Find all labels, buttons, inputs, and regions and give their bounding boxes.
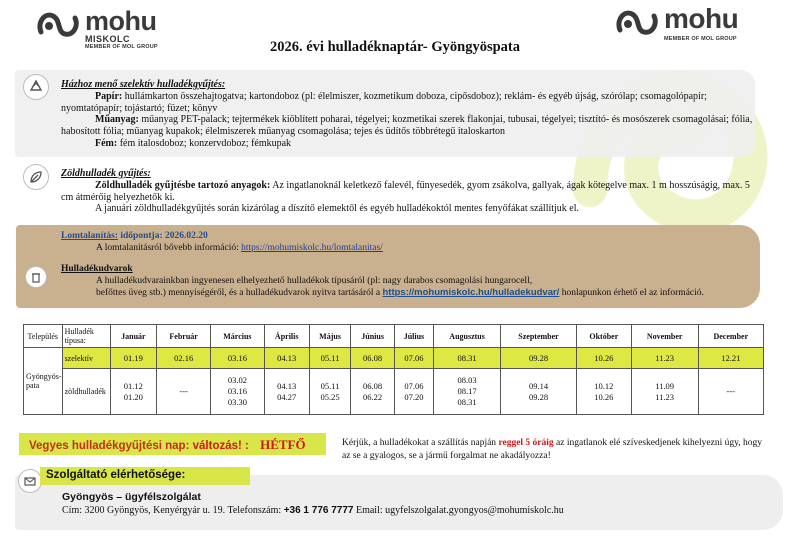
- mixed-day: HÉTFŐ: [260, 437, 306, 452]
- month-header: Február: [157, 325, 211, 348]
- leaf-icon: [23, 164, 49, 190]
- date-cell: 10.12 10.26: [576, 369, 631, 415]
- page-title: 2026. évi hulladéknaptár- Gyöngyöspata: [269, 39, 521, 55]
- bulky-link[interactable]: https://mohumiskolc.hu/lomtalanitas/: [241, 242, 383, 253]
- month-header: Július: [394, 325, 433, 348]
- date-cell: 12.21: [698, 348, 763, 369]
- month-header: Augusztus: [434, 325, 501, 348]
- green-heading: Zöldhulladék gyűjtés:: [61, 168, 151, 179]
- date-cell: 05.11: [309, 348, 351, 369]
- bulky-section: [61, 231, 756, 300]
- placement-note: [342, 437, 772, 462]
- date-cell: 07.06 07.20: [394, 369, 433, 415]
- note-time: reggel 5 óráig: [498, 438, 554, 448]
- date-cell: 01.19: [110, 348, 157, 369]
- logo-member: MEMBER OF MOL GROUP: [664, 36, 737, 42]
- provider-name: Gyöngyös – ügyfélszolgálat: [62, 491, 201, 503]
- mixed-change: változás! :: [192, 440, 249, 452]
- type-cell: szelektív: [62, 348, 110, 369]
- logo-member: MEMBER OF MOL GROUP: [85, 44, 158, 50]
- provider-phone: +36 1 776 7777: [283, 505, 354, 516]
- date-cell: ---: [157, 369, 211, 415]
- mohu-logo-icon: [35, 8, 81, 42]
- month-header: Május: [309, 325, 351, 348]
- yards-heading: Hulladékudvarok: [61, 264, 133, 274]
- paper-label: Papír:: [95, 90, 123, 102]
- date-cell: 07.06: [394, 348, 433, 369]
- mohu-logo-icon: [614, 6, 660, 40]
- yards-text2: befőttes üveg stb.) mennyiségéről, és a hulladékudvarok nyitva tartásáról a: [96, 288, 381, 298]
- logo-brand: mohu: [664, 3, 739, 34]
- date-cell: 03.02 03.16 03.30: [211, 369, 265, 415]
- month-header: December: [698, 325, 763, 348]
- collection-calendar-table: [23, 324, 764, 415]
- paper-text: hullámkarton összehajtogatva; kartondoboz (pl: élelmiszer, kozmetikum doboza, cipősdoboz); reklám- és egyéb újság, szórólap; csomagolópapír; nyomtatópapír; tojástartó; füzet; könyv: [61, 90, 707, 114]
- month-header: Október: [576, 325, 631, 348]
- green-january-note: A januári zöldhulladékgyűjtés során kizárólag a díszítő elemektől és egyéb hulladékoktól mentes fenyőfákat szállítjuk el.: [95, 203, 580, 215]
- green-label: Zöldhulladék gyűjtésbe tartozó anyagok:: [95, 179, 271, 191]
- col-settlement: Település: [24, 325, 63, 348]
- table-row-green: [24, 369, 764, 415]
- date-cell: 03.16: [211, 348, 265, 369]
- month-header: Június: [351, 325, 394, 348]
- provider-heading: Szolgáltató elérhetősége:: [40, 467, 250, 485]
- date-cell: 08.31: [434, 348, 501, 369]
- note-post: az ingatlanok elé szíveskedjenek kihelyezni úgy, hogy az se a gyalogos, se a jármű forgalmat ne akadályozza!: [342, 438, 762, 461]
- type-cell: zöldhulladék: [62, 369, 110, 415]
- provider-details: [62, 490, 762, 518]
- date-cell: 05.11 05.25: [309, 369, 351, 415]
- month-header: Április: [264, 325, 309, 348]
- green-text: Az ingatlanoknál keletkező falevél, fűnyesedék, gyom zsákolva, gallyak, ágak kötegelve max. 1 m hosszúságig, max. 5 cm átmérőig helyezhetők ki.: [61, 179, 750, 203]
- date-cell: 04.13 04.27: [264, 369, 309, 415]
- date-cell: 11.23: [631, 348, 698, 369]
- note-pre: Kérjük, a hulladékokat a szállítás napján: [342, 438, 497, 448]
- plastic-label: Műanyag:: [95, 114, 139, 126]
- selective-heading: Házhoz menő szelektív hulladékgyűjtés:: [61, 79, 226, 90]
- date-cell: 01.12 01.20: [110, 369, 157, 415]
- date-cell: 06.08: [351, 348, 394, 369]
- yards-text1: A hulladékudvarainkban ingyenesen elhelyezhető hulladékok típusáról (pl: nagy darabos csomagolási hungarocell,: [96, 275, 533, 286]
- contact-icon: [18, 469, 42, 493]
- bulky-info: A lomtalanításról bővebb információ:: [96, 242, 239, 253]
- month-header: Január: [110, 325, 157, 348]
- date-cell: 09.28: [501, 348, 577, 369]
- logo-city: MISKOLC: [85, 34, 130, 44]
- bulky-label: Lomtalanítás:: [61, 231, 118, 241]
- table-row-selective: [24, 348, 764, 369]
- provider-address: Cím: 3200 Gyöngyös, Kenyérgyár u. 19. Telefonszám:: [62, 505, 282, 516]
- month-header: Március: [211, 325, 265, 348]
- green-waste-section: [61, 168, 761, 215]
- logo-brand: mohu: [85, 6, 157, 36]
- date-cell: 02.16: [157, 348, 211, 369]
- date-cell: 10.26: [576, 348, 631, 369]
- mohu-logo-right: [614, 3, 739, 42]
- date-cell: 04.13: [264, 348, 309, 369]
- bulky-date: időpontja: 2026.02.20: [120, 231, 208, 241]
- town-cell: Gyöngyös-pata: [24, 348, 63, 415]
- yards-text3: honlapunkon érhető el az információ.: [561, 288, 704, 298]
- provider-email: Email: ugyfelszolgalat.gyongyos@mohumiskolc.hu: [355, 505, 564, 516]
- recycle-icon: [23, 74, 49, 100]
- date-cell: 06.08 06.22: [351, 369, 394, 415]
- yards-link[interactable]: https://mohumiskolc.hu/hulladekudvar/: [382, 287, 560, 298]
- plastic-text: műanyag PET-palack; tejtermékek kiöblített poharai, tégelyei; kozmetikai szerek flakonjai, tubusai, tégelyei; tisztító- és mosószerek csomagolásai; fólia, habosított fólia; műanyag kupakok; élelmiszerek műanyag csomagolása; tejes és üdítős többrétegű italoskarton: [61, 114, 753, 138]
- date-cell: 11.09 11.23: [631, 369, 698, 415]
- mixed-label: Vegyes hulladékgyűjtési nap:: [29, 440, 190, 452]
- mixed-waste-day-banner: [19, 433, 326, 455]
- date-cell: 08.03 08.17 08.31: [434, 369, 501, 415]
- bin-icon: [25, 266, 47, 288]
- metal-text: fém italosdoboz; konzervdoboz; fémkupak: [119, 137, 292, 149]
- date-cell: ---: [698, 369, 763, 415]
- col-type: Hulladék típusa:: [62, 325, 110, 348]
- month-header: November: [631, 325, 698, 348]
- selective-section: [61, 79, 761, 150]
- date-cell: 09.14 09.28: [501, 369, 577, 415]
- month-header: Szeptember: [501, 325, 577, 348]
- metal-label: Fém:: [95, 137, 118, 149]
